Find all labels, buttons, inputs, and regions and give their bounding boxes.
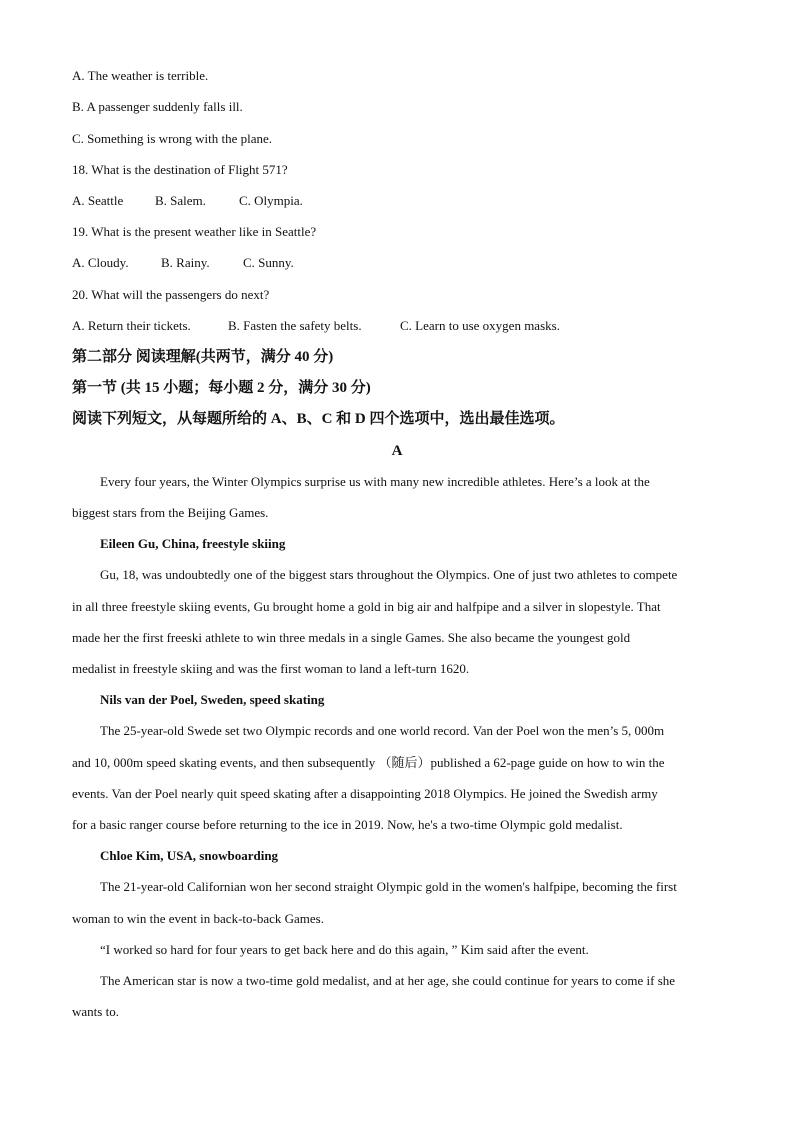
q20-options: [72, 318, 560, 334]
q18-option-c: C. Olympia.: [239, 193, 303, 208]
q20-option-a: A. Return their tickets.: [72, 318, 191, 333]
q18-option-b: B. Salem.: [155, 193, 206, 208]
eileen-gu-line-2: in all three freestyle skiing events, Gu brought home a gold in big air and halfpipe and a silver in slopestyle. That: [72, 599, 661, 614]
q20-option-c: C. Learn to use oxygen masks.: [400, 318, 560, 333]
q19-options: [72, 255, 294, 271]
nils-van-der-poel-line-2: and 10, 000m speed skating events, and then subsequently （随后）published a 62-page guide on how to win the: [72, 755, 665, 770]
eileen-gu-heading: Eileen Gu, China, freestyle skiing: [100, 536, 286, 551]
chloe-kim-line-4: The American star is now a two-time gold medalist, and at her age, she could continue for years to come if she: [100, 973, 676, 988]
section-2-instruction: 阅读下列短文，从每题所给的 A、B、C 和 D 四个选项中，选出最佳选项。: [72, 411, 565, 427]
q17-option-b: B. A passenger suddenly falls ill.: [72, 99, 243, 114]
q19-option-b: B. Rainy.: [161, 255, 210, 270]
q18-question: 18. What is the destination of Flight 571?: [72, 162, 288, 177]
chloe-kim-line-1: The 21-year-old Californian won her second straight Olympic gold in the women's halfpipe, becoming the first: [100, 879, 677, 894]
nils-van-der-poel-line-1: The 25-year-old Swede set two Olympic records and one world record. Van der Poel won the men’s 5, 000m: [100, 723, 665, 738]
nils-van-der-poel-line-3: events. Van der Poel nearly quit speed skating after a disappointing 2018 Olympics. He joined the Swedish army: [72, 786, 658, 801]
nils-van-der-poel-line-4: for a basic ranger course before returning to the ice in 2019. Now, he's a two-time Olympic gold medalist.: [72, 817, 623, 832]
q20-question: 20. What will the passengers do next?: [72, 287, 270, 302]
q19-question: 19. What is the present weather like in Seattle?: [72, 224, 317, 239]
q19-option-a: A. Cloudy.: [72, 255, 129, 270]
section-2-part-1-title: 第一节 (共 15 小题；每小题 2 分，满分 30 分): [72, 380, 371, 396]
eileen-gu-line-1: Gu, 18, was undoubtedly one of the biggest stars throughout the Olympics. One of just two athletes to compete: [100, 567, 678, 582]
chloe-kim-line-5: wants to.: [72, 1004, 119, 1019]
q18-option-a: A. Seattle: [72, 193, 124, 208]
passage-label: A: [391, 443, 403, 459]
eileen-gu-line-4: medalist in freestyle skiing and was the first woman to land a left-turn 1620.: [72, 661, 470, 676]
nils-van-der-poel-heading: Nils van der Poel, Sweden, speed skating: [100, 692, 325, 707]
q19-option-c: C. Sunny.: [243, 255, 294, 270]
q18-options: [72, 193, 303, 209]
chloe-kim-heading: Chloe Kim, USA, snowboarding: [100, 848, 279, 863]
passage-intro-line-2: biggest stars from the Beijing Games.: [72, 505, 269, 520]
eileen-gu-line-3: made her the first freeski athlete to win three medals in a single Games. She also became the youngest gold: [72, 630, 631, 645]
chloe-kim-quote: “I worked so hard for four years to get back here and do this again, ” Kim said after the event.: [100, 942, 589, 957]
section-2-title: 第二部分 阅读理解(共两节，满分 40 分): [72, 349, 334, 365]
q17-option-c: C. Something is wrong with the plane.: [72, 131, 273, 146]
q17-option-a: A. The weather is terrible.: [72, 68, 209, 83]
passage-intro-line-1: Every four years, the Winter Olympics surprise us with many new incredible athletes. Here’s a look at the: [100, 474, 650, 489]
q20-option-b: B. Fasten the safety belts.: [228, 318, 362, 333]
chloe-kim-line-2: woman to win the event in back-to-back Games.: [72, 911, 324, 926]
